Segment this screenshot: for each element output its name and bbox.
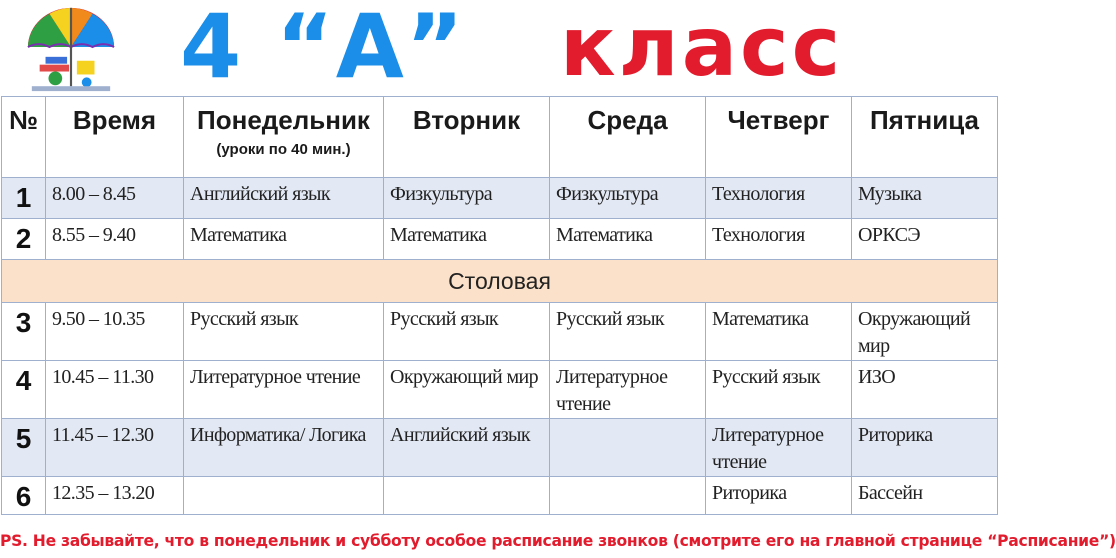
tuesday-subject: Русский язык: [384, 303, 550, 361]
monday-subject: [184, 477, 384, 515]
rainbow-umbrella-icon: [22, 2, 120, 96]
col-header-tuesday: Вторник: [384, 97, 550, 178]
lesson-time: 9.50 – 10.35: [46, 303, 184, 361]
friday-subject: Бассейн: [852, 477, 998, 515]
lesson-number: 1: [2, 178, 46, 219]
thursday-subject: Риторика: [706, 477, 852, 515]
tuesday-subject: Математика: [384, 219, 550, 260]
thursday-subject: Технология: [706, 178, 852, 219]
thursday-subject: Математика: [706, 303, 852, 361]
friday-subject: ОРКСЭ: [852, 219, 998, 260]
footer-note: PS. Не забывайте, что в понедельник и субботу особое расписание звонков (смотрите его на главной странице “Расписание”): [0, 532, 1116, 550]
table-row: [2, 178, 998, 219]
thursday-subject: Литературное чтение: [706, 419, 852, 477]
table-row: [2, 419, 998, 477]
table-row: [2, 303, 998, 361]
lesson-time: 8.55 – 9.40: [46, 219, 184, 260]
friday-subject: Музыка: [852, 178, 998, 219]
lunch-row: [2, 260, 998, 303]
tuesday-subject: Физкультура: [384, 178, 550, 219]
schedule-table: [1, 96, 998, 515]
class-word-title: класс: [560, 0, 844, 95]
monday-subject: Русский язык: [184, 303, 384, 361]
tuesday-subject: Английский язык: [384, 419, 550, 477]
monday-subject: Информатика/ Логика: [184, 419, 384, 477]
monday-subject: Литературное чтение: [184, 361, 384, 419]
thursday-subject: Технология: [706, 219, 852, 260]
lesson-time: 11.45 – 12.30: [46, 419, 184, 477]
wednesday-subject: [550, 419, 706, 477]
wednesday-subject: [550, 477, 706, 515]
lesson-number: 5: [2, 419, 46, 477]
tuesday-subject: [384, 477, 550, 515]
wednesday-subject: Литературное чтение: [550, 361, 706, 419]
col-header-time: Время: [46, 97, 184, 178]
wednesday-subject: Русский язык: [550, 303, 706, 361]
header-row: [2, 97, 998, 178]
monday-subject: Математика: [184, 219, 384, 260]
friday-subject: Окружающий мир: [852, 303, 998, 361]
lunch-label: Столовая: [2, 260, 998, 303]
class-grade-title: 4 “А”: [180, 0, 466, 98]
friday-subject: Риторика: [852, 419, 998, 477]
col-header-wednesday: Среда: [550, 97, 706, 178]
lesson-length-note: (уроки по 40 мин.): [216, 141, 351, 158]
wednesday-subject: Математика: [550, 219, 706, 260]
lesson-time: 10.45 – 11.30: [46, 361, 184, 419]
friday-subject: ИЗО: [852, 361, 998, 419]
col-header-friday: Пятница: [852, 97, 998, 178]
lesson-time: 12.35 – 13.20: [46, 477, 184, 515]
thursday-subject: Русский язык: [706, 361, 852, 419]
col-header-number: №: [2, 97, 46, 178]
lesson-number: 2: [2, 219, 46, 260]
table-row: [2, 477, 998, 515]
tuesday-subject: Окружающий мир: [384, 361, 550, 419]
col-header-thursday: Четверг: [706, 97, 852, 178]
lesson-number: 6: [2, 477, 46, 515]
lesson-number: 4: [2, 361, 46, 419]
wednesday-subject: Физкультура: [550, 178, 706, 219]
table-row: [2, 219, 998, 260]
monday-subject: Английский язык: [184, 178, 384, 219]
lesson-time: 8.00 – 8.45: [46, 178, 184, 219]
lesson-number: 3: [2, 303, 46, 361]
table-row: [2, 361, 998, 419]
col-header-monday: Понедельник (уроки по 40 мин.): [184, 97, 384, 178]
